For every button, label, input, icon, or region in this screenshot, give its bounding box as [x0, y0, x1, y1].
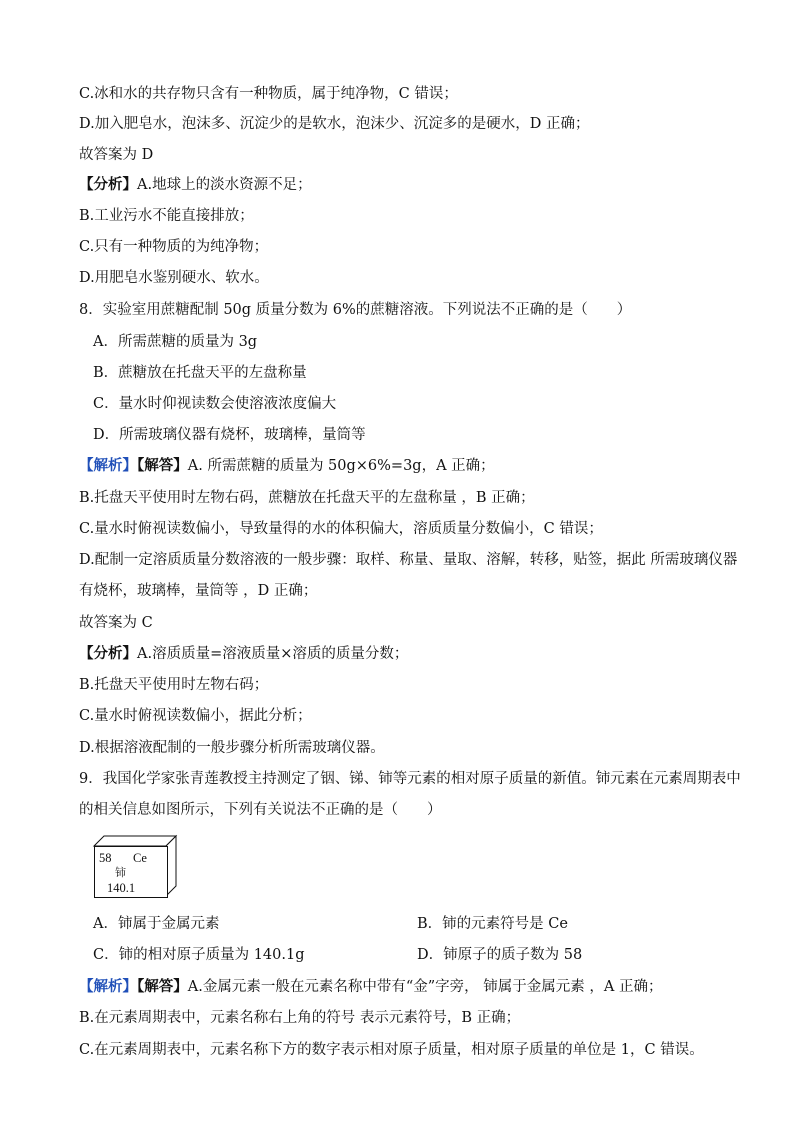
analysis-line-a [79, 175, 754, 195]
q8-solution-line-4: D.配制一定溶质质量分数溶液的一般步骤：取样、称量、量取、溶解，转移，贴签，据此 所需玻璃仪器 [79, 552, 738, 568]
element-card-3d-top [94, 836, 176, 846]
q8-analysis-line-1 [79, 644, 754, 664]
answer-line-d: D.加入肥皂水，泡沫多、沉淀少的是软水，泡沫少、沉淀多的是硬水，D 正确； [79, 116, 590, 132]
element-card [94, 846, 168, 898]
atomic-mass: 140.1 [107, 881, 136, 895]
q9-option-c: C．铈的相对原子质量为 140.1g [93, 947, 305, 963]
analysis-line-c: C.只有一种物质的为纯净物； [79, 239, 269, 255]
element-name: 铈 [115, 866, 126, 879]
q8-solution-line-3: C.量水时俯视读数偏小，导致量得的水的体积偏大，溶质质量分数偏小，C 错误； [79, 521, 603, 537]
analysis-tag: 【分析】 [79, 176, 137, 193]
q9-solution-line-1 [79, 977, 754, 997]
q8-option-a: A．所需蔗糖的质量为 3g [93, 334, 258, 350]
q8-solution-line-5: 有烧杯，玻璃棒，量筒等 ，D 正确； [79, 583, 318, 599]
q8-option-d: D．所需玻璃仪器有烧杯，玻璃棒，量筒等 [93, 427, 366, 443]
q8-analysis-line-4: D.根据溶液配制的一般步骤分析所需玻璃仪器。 [79, 740, 385, 756]
question-8: 8．实验室用蔗糖配制 50g 质量分数为 6%的蔗糖溶液。下列说法不正确的是（ ） [79, 302, 632, 318]
jieda-tag: 【解答】 [137, 457, 188, 474]
q8-solution-line-2: B.托盘天平使用时左物右码，蔗糖放在托盘天平的左盘称量 ，B 正确； [79, 490, 535, 506]
jieda-tag: 【解答】 [137, 978, 188, 995]
q8-conclusion: 故答案为 C [79, 615, 153, 631]
q9-solution-line-3: C.在元素周期表中，元素名称下方的数字表示相对原子质量，相对原子质量的单位是 1，C 错误。 [79, 1042, 704, 1058]
q8-option-b: B．蔗糖放在托盘天平的左盘称量 [93, 365, 307, 381]
element-symbol: Ce [133, 851, 147, 865]
q9-solution-line-2: B.在元素周期表中，元素名称右上角的符号 表示元素符号，B 正确； [79, 1010, 521, 1026]
atomic-number: 58 [99, 851, 112, 865]
answer-conclusion: 故答案为 D [79, 147, 154, 163]
analysis-line-d: D.用肥皂水鉴别硬水、软水。 [79, 270, 269, 286]
q9-option-b: B．铈的元素符号是 Ce [417, 916, 568, 932]
answer-line-c: C.冰和水的共存物只含有一种物质，属于纯净物，C 错误； [79, 86, 458, 102]
question-9-line-1: 9．我国化学家张青莲教授主持测定了铟、锑、铈等元素的相对原子质量的新值。铈元素在元素周期表中 [79, 771, 741, 787]
q9-option-a: A．铈属于金属元素 [93, 916, 220, 932]
jiexi-tag: 【解析】 [79, 457, 137, 474]
q8-analysis-line-2: B.托盘天平使用时左物右码； [79, 677, 269, 693]
q9-option-d: D．铈原子的质子数为 58 [417, 947, 583, 963]
q8-solution-text: A. 所需蔗糖的质量为 50g×6%=3g，A 正确； [187, 458, 495, 474]
q9-solution-text: A.金属元素一般在元素名称中带有“金”字旁， 铈属于金属元素 ，A 正确； [187, 979, 663, 995]
q8-analysis-line-3: C.量水时俯视读数偏小，据此分析； [79, 708, 312, 724]
jiexi-tag: 【解析】 [79, 978, 137, 995]
analysis-text: A.地球上的淡水资源不足； [137, 177, 312, 193]
q8-option-c: C．量水时仰视读数会使溶液浓度偏大 [93, 396, 337, 412]
question-9-line-2: 的相关信息如图所示，下列有关说法不正确的是（ ） [79, 802, 442, 818]
analysis-line-b: B.工业污水不能直接排放； [79, 208, 254, 224]
analysis-tag: 【分析】 [79, 645, 137, 662]
q8-solution-line-1 [79, 456, 754, 476]
q8-analysis-text: A.溶质质量=溶液质量×溶质的质量分数； [137, 646, 409, 662]
